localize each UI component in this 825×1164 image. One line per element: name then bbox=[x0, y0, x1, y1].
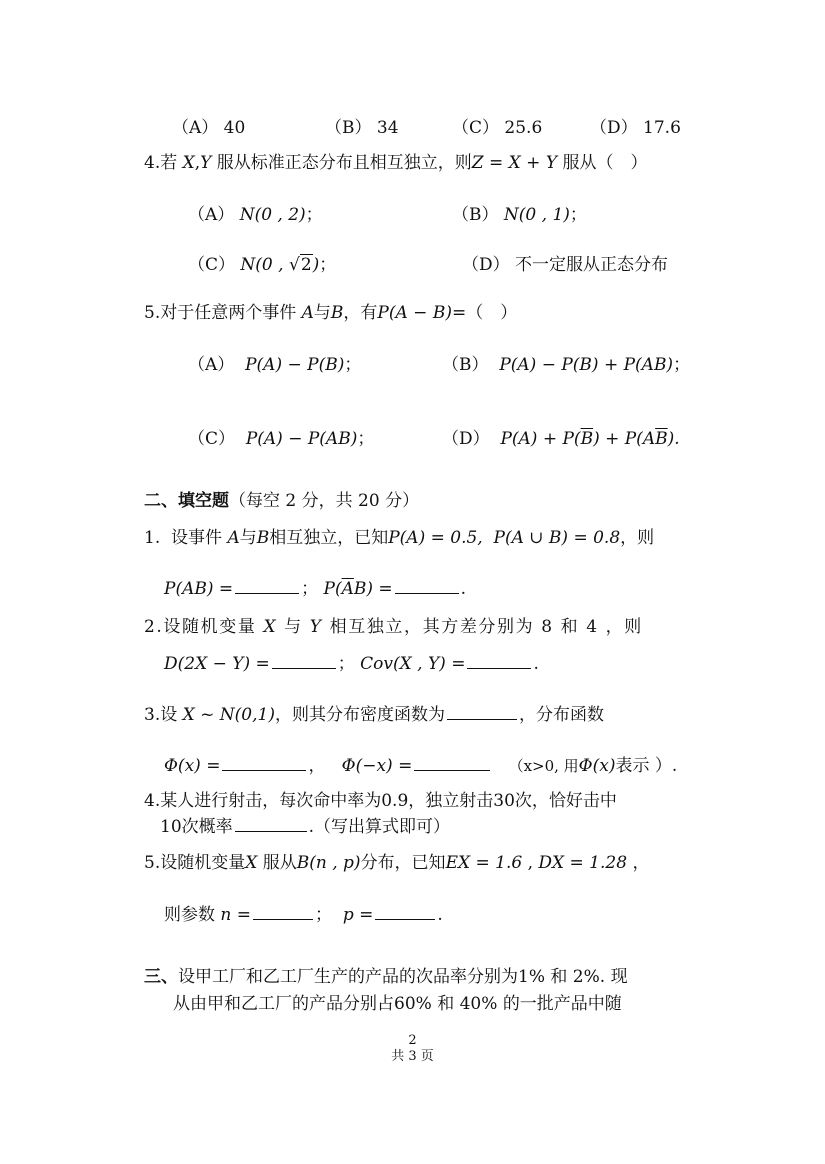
q3-option-c: （C） 25.6 bbox=[452, 118, 543, 138]
q5-option-c: （C） P(A) − P(AB)； bbox=[188, 429, 375, 449]
f3-answers: Φ(x) = ， Φ(−x) = （x>0, 用Φ(x)表示 ）. bbox=[164, 756, 678, 776]
q4-option-c: （C） N(0 , √2)； bbox=[188, 255, 337, 275]
f5-answers: 则参数 n = ； p = . bbox=[164, 905, 443, 925]
q5-option-a: （A） P(A) − P(B)； bbox=[188, 355, 362, 375]
f5-stem: 5.设随机变量X 服从B(n , p)分布，已知EX = 1.6 , DX = 1.28 ， bbox=[144, 853, 650, 873]
f3-stem: 3.设 X ~ N(0,1)，则其分布密度函数为 ，分布函数 bbox=[144, 705, 604, 725]
answer-blank[interactable] bbox=[272, 652, 336, 669]
q5-stem: 5.对于任意两个事件 A与B，有P(A − B)=（ ） bbox=[144, 303, 518, 323]
answer-blank[interactable] bbox=[222, 754, 306, 771]
sqrt-icon: √ bbox=[288, 255, 300, 275]
f4-answer: 10次概率 .（写出算式即可） bbox=[160, 817, 451, 837]
answer-blank[interactable] bbox=[235, 577, 299, 594]
f2-answers: D(2X − Y) = ； Cov(X , Y) = . bbox=[164, 654, 539, 674]
q5-option-d: （D） $P(A) + P(\overline{B}) + P(A\overline{B})$. bbox=[442, 429, 680, 449]
f1-answers: P(AB) = ； $P(\overline{A}B)$ = . bbox=[164, 579, 467, 599]
q3-option-a: （A） 40 bbox=[172, 118, 246, 138]
section-2-heading: 二、填空题（每空 2 分，共 20 分） bbox=[144, 491, 420, 511]
answer-blank[interactable] bbox=[414, 754, 490, 771]
q4-option-d: （D） 不一定服从正态分布 bbox=[462, 255, 669, 275]
q4-stem: 4.若 X,Y 服从标准正态分布且相互独立，则Z = X + Y 服从（ ） bbox=[144, 153, 648, 173]
q4-option-b: （B） N(0 , 1)； bbox=[452, 205, 587, 225]
f2-stem: 2.设随机变量 X 与 Y 相互独立，其方差分别为 8 和 4 ，则 bbox=[144, 617, 643, 637]
q3-option-b: （B） 34 bbox=[325, 118, 399, 138]
answer-blank[interactable] bbox=[447, 703, 517, 720]
q5-option-b: （B） P(A) − P(B) + P(AB)； bbox=[442, 355, 691, 375]
section-3-line-1: 三、设甲工厂和乙工厂生产的产品的次品率分别为1% 和 2%. 现 bbox=[144, 967, 628, 987]
f1-stem: 1. 设事件 A与B相互独立，已知P(A) = 0.5, P(A ∪ B) = 0.8，则 bbox=[144, 528, 655, 548]
answer-blank[interactable] bbox=[467, 652, 531, 669]
f4-stem: 4.某人进行射击，每次命中率为0.9，独立射击30次，恰好击中 bbox=[144, 791, 617, 811]
answer-blank[interactable] bbox=[375, 903, 435, 920]
answer-blank[interactable] bbox=[395, 577, 459, 594]
answer-blank[interactable] bbox=[235, 815, 307, 832]
page-total: 共 3 页 bbox=[391, 1049, 434, 1064]
q4-option-a: （A） N(0 , 2)； bbox=[188, 205, 323, 225]
page-number: 2 bbox=[408, 1033, 417, 1048]
q3-option-d: （D） 17.6 bbox=[590, 118, 681, 138]
answer-blank[interactable] bbox=[253, 903, 313, 920]
section-3-line-2: 从由甲和乙工厂的产品分别占60% 和 40% 的一批产品中随 bbox=[173, 994, 622, 1014]
